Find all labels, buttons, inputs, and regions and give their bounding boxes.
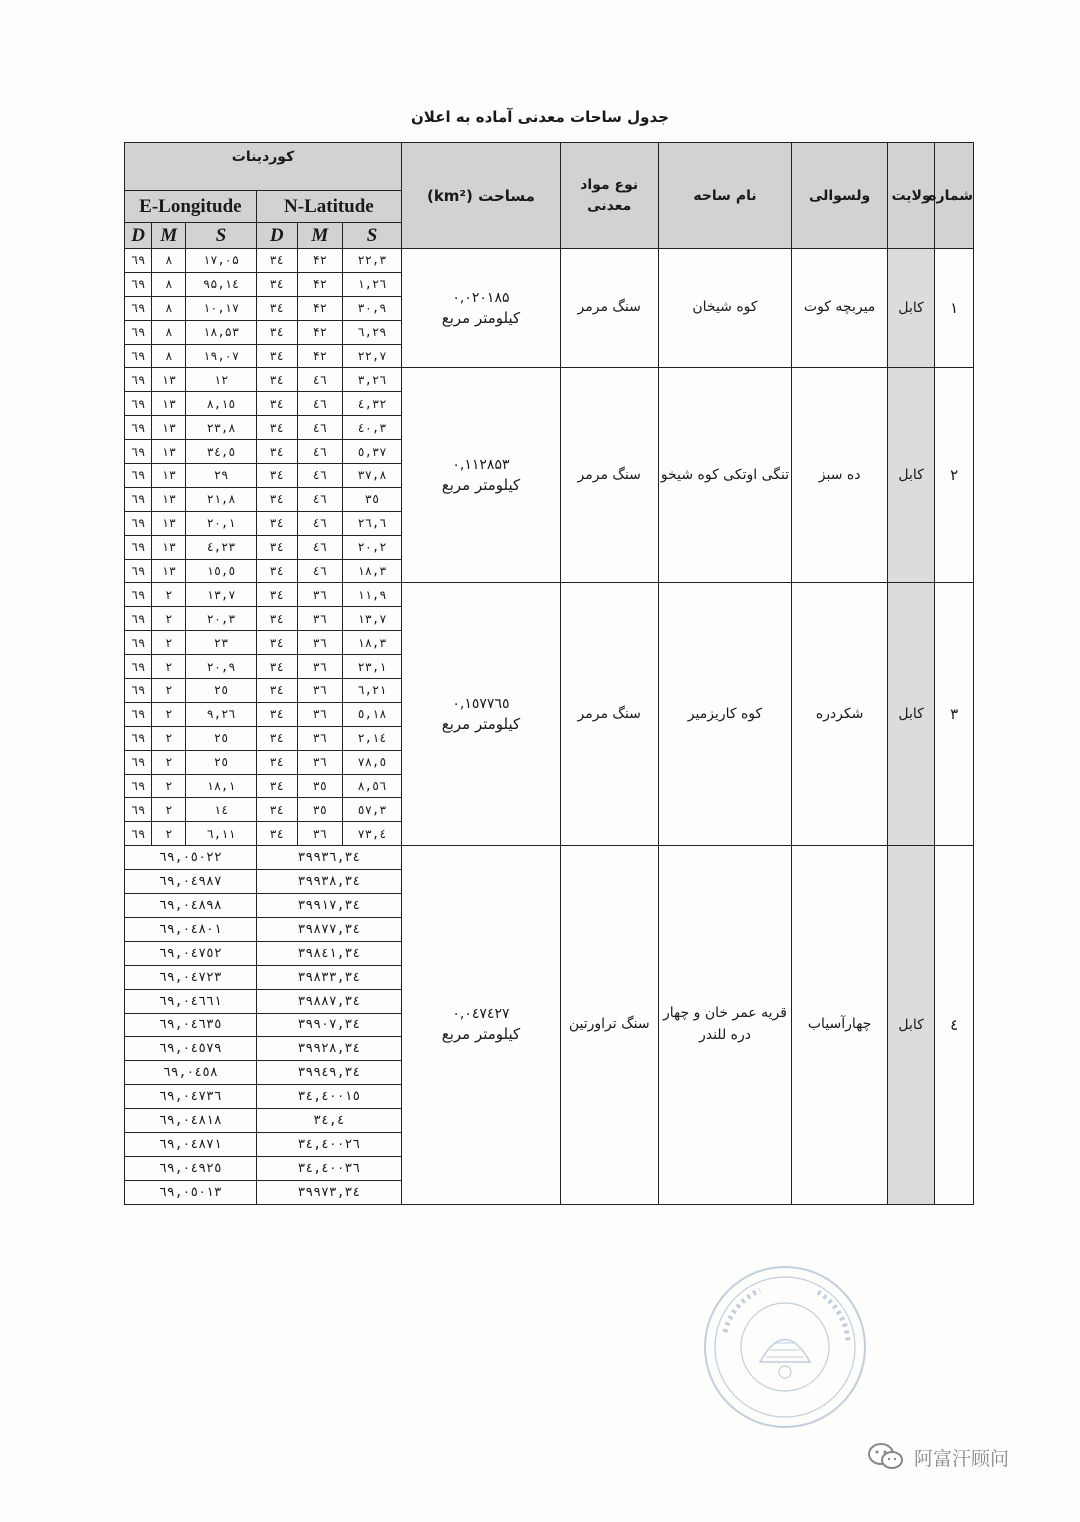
lat-seconds: ۳٥ xyxy=(343,487,402,511)
lon-degrees: ٦۹ xyxy=(125,559,152,583)
lon-seconds: ۲۳,۸ xyxy=(186,416,256,440)
header-lon-d: D xyxy=(125,223,152,249)
lon-decimal: ٦۹,۰٥۰۱۳ xyxy=(125,1180,257,1204)
lat-minutes: ۴۲ xyxy=(297,344,342,368)
lon-seconds: ۲۳ xyxy=(186,631,256,655)
lat-degrees: ۳٤ xyxy=(256,272,297,296)
header-mineral-type: نوع مواد معدنی xyxy=(560,143,658,249)
wechat-watermark xyxy=(866,1437,1009,1477)
lon-degrees: ٦۹ xyxy=(125,296,152,320)
lon-minutes: ۸ xyxy=(152,296,186,320)
lat-decimal: ۳٤,٤۰۰۳٦ xyxy=(256,1156,401,1180)
coordinate-row xyxy=(125,249,974,273)
lat-decimal: ۳٤,۳۹۹۲۸ xyxy=(256,1037,401,1061)
lon-minutes: ۱۳ xyxy=(152,464,186,488)
lat-minutes: ٤٦ xyxy=(297,511,342,535)
site-number: ۱ xyxy=(935,249,974,368)
lon-seconds: ۱۳,۷ xyxy=(186,583,256,607)
lon-minutes: ۲ xyxy=(152,583,186,607)
site-area xyxy=(402,249,561,368)
lon-minutes: ۲ xyxy=(152,679,186,703)
lon-minutes: ۱۳ xyxy=(152,535,186,559)
coordinate-row xyxy=(125,368,974,392)
lon-seconds: ۱۷,۰۵ xyxy=(186,249,256,273)
lon-degrees: ٦۹ xyxy=(125,726,152,750)
lon-degrees: ٦۹ xyxy=(125,440,152,464)
lon-degrees: ٦۹ xyxy=(125,679,152,703)
lat-degrees: ۳٤ xyxy=(256,320,297,344)
site-mineral: سنگ تراورتین xyxy=(560,846,658,1204)
lat-decimal: ۳٤,۳۹۸۳۳ xyxy=(256,965,401,989)
lon-degrees: ٦۹ xyxy=(125,368,152,392)
lon-degrees: ٦۹ xyxy=(125,320,152,344)
site-name: قریه عمر خان و چهار دره للندر xyxy=(658,846,792,1204)
lat-seconds: ۱۱,۹ xyxy=(343,583,402,607)
lon-minutes: ۱۳ xyxy=(152,392,186,416)
lon-seconds: ۱۰,۱۷ xyxy=(186,296,256,320)
lat-seconds: ۱۸,٥ xyxy=(343,702,402,726)
lat-seconds: ۳۰,۹ xyxy=(343,296,402,320)
site-area xyxy=(402,846,561,1204)
lon-degrees: ٦۹ xyxy=(125,487,152,511)
site-mineral: سنگ مرمر xyxy=(560,583,658,846)
lat-degrees: ۳٤ xyxy=(256,750,297,774)
lat-minutes: ۳٦ xyxy=(297,607,342,631)
lon-degrees: ٦۹ xyxy=(125,416,152,440)
lat-minutes: ۴۲ xyxy=(297,320,342,344)
lat-seconds: ۲۰,۲ xyxy=(343,535,402,559)
area-value: ۰,۱٥۷۷٦٥ xyxy=(452,695,510,712)
lon-degrees: ٦۹ xyxy=(125,750,152,774)
area-unit: کیلومتر مربع xyxy=(441,308,521,327)
header-site-name: نام ساحه xyxy=(658,143,792,249)
lat-seconds: ۲٦,۱ xyxy=(343,272,402,296)
site-province: کابل xyxy=(887,846,935,1204)
lon-minutes: ۲ xyxy=(152,774,186,798)
header-lat-m: M xyxy=(297,223,342,249)
lon-seconds: ۲۹ xyxy=(186,464,256,488)
coordinate-row xyxy=(125,583,974,607)
lat-decimal: ۳٤,۳۹۸۷۷ xyxy=(256,917,401,941)
lat-decimal: ۳٤,۳۹۸٤۱ xyxy=(256,941,401,965)
lon-minutes: ۲ xyxy=(152,750,186,774)
area-value: ۰,۱۱۲۸۵۳ xyxy=(452,456,510,473)
site-number: ۲ xyxy=(935,368,974,583)
lon-decimal: ٦۹,۰٤۹۲٥ xyxy=(125,1156,257,1180)
mining-sites-table xyxy=(124,142,974,1205)
lon-seconds: ۳٤,٥ xyxy=(186,440,256,464)
lon-minutes: ۸ xyxy=(152,272,186,296)
area-unit: کیلومتر مربع xyxy=(441,475,521,494)
lon-minutes: ۲ xyxy=(152,822,186,846)
lat-minutes: ٤٦ xyxy=(297,416,342,440)
lon-minutes: ۸ xyxy=(152,344,186,368)
site-number: ٤ xyxy=(935,846,974,1204)
lat-minutes: ۳٥ xyxy=(297,774,342,798)
lat-minutes: ٤٦ xyxy=(297,440,342,464)
lat-degrees: ۳٤ xyxy=(256,726,297,750)
lat-seconds: ٥٦,۸ xyxy=(343,774,402,798)
header-number: شماره xyxy=(935,143,974,249)
lon-seconds: ۲۰,۹ xyxy=(186,655,256,679)
header-coordinates: کوردینات xyxy=(125,143,402,191)
lon-decimal: ٦۹,۰٤۸۷۱ xyxy=(125,1132,257,1156)
lon-minutes: ۲ xyxy=(152,702,186,726)
lon-decimal: ٦۹,۰٤٥۸ xyxy=(125,1061,257,1085)
lat-degrees: ۳٤ xyxy=(256,249,297,273)
lon-minutes: ۱۳ xyxy=(152,416,186,440)
lon-seconds: ۲۱,۸ xyxy=(186,487,256,511)
lon-degrees: ٦۹ xyxy=(125,774,152,798)
lat-decimal: ۳٤,۳۹۹۷۳ xyxy=(256,1180,401,1204)
lat-minutes: ۳٦ xyxy=(297,726,342,750)
site-name: تنگی اوتکی کوه شیخو xyxy=(658,368,792,583)
lat-seconds: ٥,۷۸ xyxy=(343,750,402,774)
lat-seconds: ٤,۷۳ xyxy=(343,822,402,846)
lon-minutes: ۲ xyxy=(152,631,186,655)
lon-decimal: ٦۹,۰٤۷۲۳ xyxy=(125,965,257,989)
lat-degrees: ۳٤ xyxy=(256,702,297,726)
document-title: جدول ساحات معدنی آماده به اعلان xyxy=(411,108,669,126)
lon-seconds: ۱۸,۱ xyxy=(186,774,256,798)
lon-seconds: ۱٥,۸ xyxy=(186,392,256,416)
lat-decimal: ۳٤,۳۹۹۰۷ xyxy=(256,1013,401,1037)
header-lon-s: S xyxy=(186,223,256,249)
lon-degrees: ٦۹ xyxy=(125,607,152,631)
lat-minutes: ۳٦ xyxy=(297,655,342,679)
lat-degrees: ۳٤ xyxy=(256,440,297,464)
lat-degrees: ۳٤ xyxy=(256,583,297,607)
lat-degrees: ۳٤ xyxy=(256,607,297,631)
lon-seconds: ۲۰,۳ xyxy=(186,607,256,631)
lon-decimal: ٦۹,۰٤۷۳٦ xyxy=(125,1085,257,1109)
lon-seconds: ۱٥,٥ xyxy=(186,559,256,583)
header-lon-m: M xyxy=(152,223,186,249)
lat-minutes: ٤٦ xyxy=(297,368,342,392)
lon-seconds: ۲٥ xyxy=(186,726,256,750)
lat-seconds: ٤۰,۳ xyxy=(343,416,402,440)
lon-degrees: ٦۹ xyxy=(125,344,152,368)
lon-degrees: ٦۹ xyxy=(125,511,152,535)
area-value: ۰,۰۲۰۱۸۵ xyxy=(452,289,510,306)
lat-seconds: ۱٤,۲ xyxy=(343,726,402,750)
table-body xyxy=(125,249,974,1205)
lon-minutes: ۸ xyxy=(152,249,186,273)
site-mineral: سنگ مرمر xyxy=(560,249,658,368)
lon-seconds: ۲٦,۹ xyxy=(186,702,256,726)
lon-minutes: ۲ xyxy=(152,726,186,750)
lat-minutes: ۳٥ xyxy=(297,798,342,822)
lon-degrees: ٦۹ xyxy=(125,822,152,846)
lat-degrees: ۳٤ xyxy=(256,487,297,511)
lon-decimal: ٦۹,۰٤۸۰۱ xyxy=(125,917,257,941)
lat-seconds: ۳۷,٥ xyxy=(343,440,402,464)
lon-seconds: ۱۱,٦ xyxy=(186,822,256,846)
lat-decimal: ۳٤,۳۹۹۱۷ xyxy=(256,894,401,918)
site-number: ۳ xyxy=(935,583,974,846)
lon-minutes: ۲ xyxy=(152,798,186,822)
site-district: میربچه کوت xyxy=(792,249,887,368)
lon-decimal: ٦۹,۰٤۹۸۷ xyxy=(125,870,257,894)
lat-degrees: ۳٤ xyxy=(256,822,297,846)
lon-decimal: ٦۹,۰٥۰۲۲ xyxy=(125,846,257,870)
lon-seconds: ۲٥ xyxy=(186,750,256,774)
lat-degrees: ۳٤ xyxy=(256,559,297,583)
lat-degrees: ۳٤ xyxy=(256,368,297,392)
lat-decimal: ۳٤,۳۹۹۳۸ xyxy=(256,870,401,894)
decimal-coordinate-row xyxy=(125,846,974,870)
lat-seconds: ۲۳,۱ xyxy=(343,655,402,679)
lat-minutes: ۴۲ xyxy=(297,296,342,320)
lat-degrees: ۳٤ xyxy=(256,535,297,559)
lon-degrees: ٦۹ xyxy=(125,392,152,416)
lat-degrees: ۳٤ xyxy=(256,655,297,679)
lon-degrees: ٦۹ xyxy=(125,655,152,679)
lon-minutes: ۱۳ xyxy=(152,368,186,392)
lat-seconds: ۲٦,٦ xyxy=(343,511,402,535)
lat-decimal: ۳٤,٤۰۰۱٥ xyxy=(256,1085,401,1109)
header-lat-s: S xyxy=(343,223,402,249)
lat-minutes: ۳٦ xyxy=(297,583,342,607)
lon-decimal: ٦۹,۰٤٦٦۱ xyxy=(125,989,257,1013)
lat-decimal: ۳٤,۳۹۸۸۷ xyxy=(256,989,401,1013)
header-n-latitude: N-Latitude xyxy=(256,191,401,223)
site-district: شکردره xyxy=(792,583,887,846)
lat-decimal: ۳٤,۳۹۹۳٦ xyxy=(256,846,401,870)
lon-degrees: ٦۹ xyxy=(125,535,152,559)
lat-degrees: ۳٤ xyxy=(256,798,297,822)
header-district: ولسوالی xyxy=(792,143,887,249)
lat-seconds: ۱۸,۳ xyxy=(343,631,402,655)
header-area: مساحت (km²) xyxy=(402,143,561,249)
lat-degrees: ۳٤ xyxy=(256,679,297,703)
lat-seconds: ۲٦,۳ xyxy=(343,368,402,392)
site-mineral: سنگ مرمر xyxy=(560,368,658,583)
lat-decimal: ۳٤,۳۹۹٤۹ xyxy=(256,1061,401,1085)
lat-minutes: ٤٦ xyxy=(297,559,342,583)
lat-seconds: ٥۷,۳ xyxy=(343,798,402,822)
lon-seconds: ۲٥ xyxy=(186,679,256,703)
lat-seconds: ۳۲,٤ xyxy=(343,392,402,416)
lat-seconds: ۲۱,٦ xyxy=(343,679,402,703)
lat-minutes: ۳٦ xyxy=(297,750,342,774)
lon-degrees: ٦۹ xyxy=(125,464,152,488)
lon-seconds: ۱۸,۵۳ xyxy=(186,320,256,344)
lon-minutes: ۲ xyxy=(152,607,186,631)
header-lat-d: D xyxy=(256,223,297,249)
lat-minutes: ٤٦ xyxy=(297,392,342,416)
wechat-icon xyxy=(866,1442,906,1472)
lat-minutes: ۳٦ xyxy=(297,822,342,846)
lat-seconds: ۱۳,۷ xyxy=(343,607,402,631)
lon-degrees: ٦۹ xyxy=(125,249,152,273)
lon-decimal: ٦۹,۰٤٥۷۹ xyxy=(125,1037,257,1061)
watermark-text: 阿富汗顾问 xyxy=(914,1447,1010,1470)
lat-degrees: ۳٤ xyxy=(256,631,297,655)
lon-decimal: ٦۹,۰٤۸۹۸ xyxy=(125,894,257,918)
lat-degrees: ۳٤ xyxy=(256,774,297,798)
site-district: چهارآسیاب xyxy=(792,846,887,1204)
lon-minutes: ۱۳ xyxy=(152,487,186,511)
lat-minutes: ۴۲ xyxy=(297,272,342,296)
lon-seconds: ۱۹,۰۷ xyxy=(186,344,256,368)
site-name: کوه شیخان xyxy=(658,249,792,368)
lon-seconds: ۲۰,۱ xyxy=(186,511,256,535)
site-district: ده سبز xyxy=(792,368,887,583)
area-unit: کیلومتر مربع xyxy=(441,714,521,733)
lat-decimal: ۳٤,٤۰۰۲٦ xyxy=(256,1132,401,1156)
site-province: کابل xyxy=(887,368,935,583)
lat-seconds: ۲۲,۷ xyxy=(343,344,402,368)
lon-seconds: ۱٤ xyxy=(186,798,256,822)
lat-degrees: ۳٤ xyxy=(256,511,297,535)
lon-degrees: ٦۹ xyxy=(125,272,152,296)
lon-decimal: ٦۹,۰٤۸۱۸ xyxy=(125,1109,257,1133)
lat-degrees: ۳٤ xyxy=(256,344,297,368)
site-province: کابل xyxy=(887,249,935,368)
lon-minutes: ۸ xyxy=(152,320,186,344)
lon-degrees: ٦۹ xyxy=(125,702,152,726)
lat-seconds: ۲۲,۳ xyxy=(343,249,402,273)
area-unit: کیلومتر مربع xyxy=(441,1025,521,1044)
lon-minutes: ۱۳ xyxy=(152,511,186,535)
site-province: کابل xyxy=(887,583,935,846)
lat-degrees: ۳٤ xyxy=(256,464,297,488)
lon-minutes: ۱۳ xyxy=(152,440,186,464)
site-name: کوه کاریزمیر xyxy=(658,583,792,846)
site-area xyxy=(402,583,561,846)
header-province: ولایت xyxy=(887,143,935,249)
official-seal-icon xyxy=(700,1262,870,1432)
lat-seconds: ۳۷,۸ xyxy=(343,464,402,488)
lat-minutes: ۴۲ xyxy=(297,249,342,273)
lat-degrees: ۳٤ xyxy=(256,296,297,320)
lon-minutes: ۱۳ xyxy=(152,559,186,583)
lon-seconds: ۲۳,٤ xyxy=(186,535,256,559)
lat-minutes: ۳٦ xyxy=(297,631,342,655)
lon-decimal: ٦۹,۰٤٦۳٥ xyxy=(125,1013,257,1037)
lat-minutes: ٤٦ xyxy=(297,535,342,559)
lat-minutes: ٤٦ xyxy=(297,464,342,488)
lon-degrees: ٦۹ xyxy=(125,631,152,655)
lon-seconds: ۱٤,۹۵ xyxy=(186,272,256,296)
site-area xyxy=(402,368,561,583)
lat-minutes: ۳٦ xyxy=(297,679,342,703)
lon-degrees: ٦۹ xyxy=(125,798,152,822)
lon-degrees: ٦۹ xyxy=(125,583,152,607)
lat-degrees: ۳٤ xyxy=(256,416,297,440)
lat-degrees: ۳٤ xyxy=(256,392,297,416)
lat-decimal: ۳٤,٤ xyxy=(256,1109,401,1133)
lat-minutes: ۳٦ xyxy=(297,702,342,726)
lon-minutes: ۲ xyxy=(152,655,186,679)
lat-seconds: ۲۹,٦ xyxy=(343,320,402,344)
lon-decimal: ٦۹,۰٤۷٥۲ xyxy=(125,941,257,965)
area-value: ۰,۰٤۷٤۲۷ xyxy=(452,1006,510,1023)
lon-seconds: ۱۲ xyxy=(186,368,256,392)
lat-seconds: ۱۸,۳ xyxy=(343,559,402,583)
header-e-longitude: E-Longitude xyxy=(125,191,257,223)
lat-minutes: ٤٦ xyxy=(297,487,342,511)
